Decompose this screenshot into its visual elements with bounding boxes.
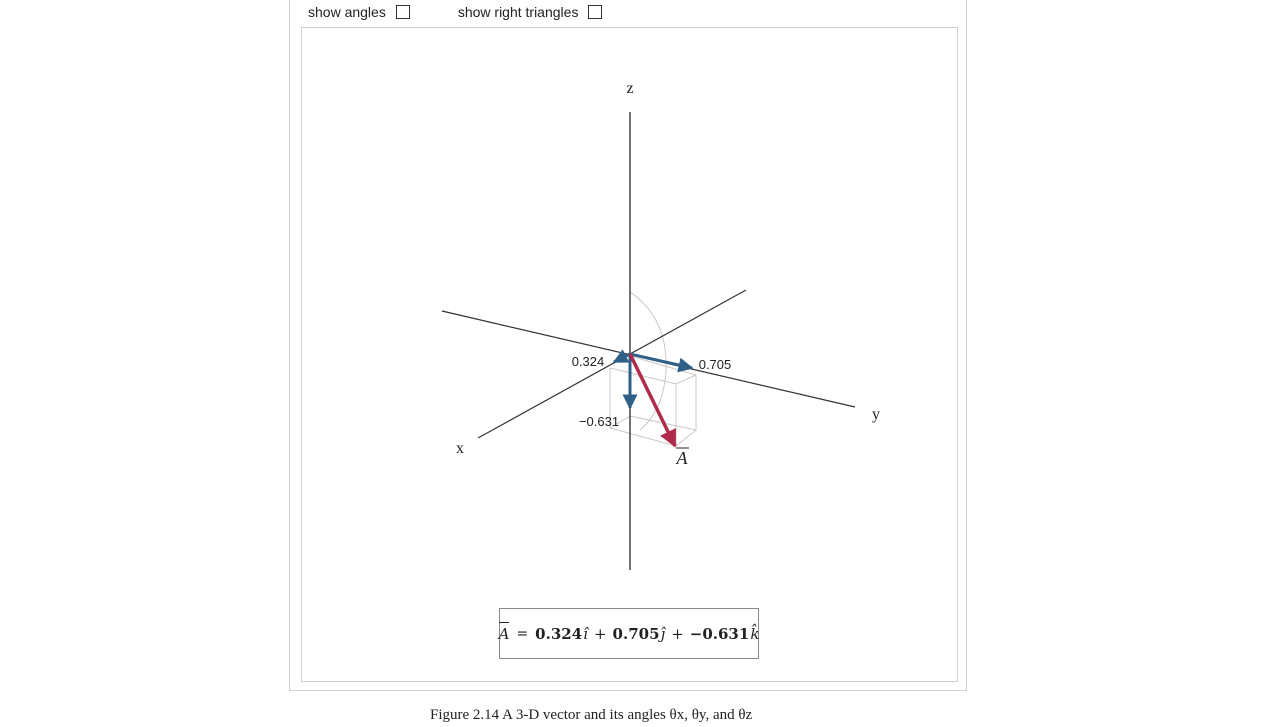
formula-plus-1: + [593,624,607,643]
formula-vector: A [498,624,510,643]
x-component-arrow [614,354,630,362]
y-component-label: 0.705 [698,357,732,372]
vector-a-label [676,448,690,468]
formula-z-coef: −0.631 [689,624,750,643]
vector-formula [499,608,759,659]
formula-plus-2: + [671,624,684,643]
y-component-arrow [630,354,692,368]
formula-equals: = [516,625,529,642]
x-axis-label: x [456,440,464,457]
formula-k-hat: k̂ [750,624,760,643]
show-right-triangles-label: show right triangles [457,4,579,20]
formula-x-coef: 0.324 [535,624,583,643]
x-component-label: 0.324 [571,354,605,369]
projection-guides [610,292,696,446]
formula-i-hat: î [583,624,588,643]
svg-text:A: A [676,448,688,468]
z-axis-label: z [626,80,634,97]
formula-j-hat: ĵ [660,624,666,643]
vector-a-arrow[interactable] [630,354,675,446]
z-component-label: −0.631 [578,414,620,429]
show-angles-label: show angles [308,4,386,20]
figure-caption: Figure 2.14 A 3-D vector and its angles θx, θy, and θz [430,707,753,723]
y-axis-label: y [872,406,880,423]
formula-y-coef: 0.705 [612,624,660,643]
